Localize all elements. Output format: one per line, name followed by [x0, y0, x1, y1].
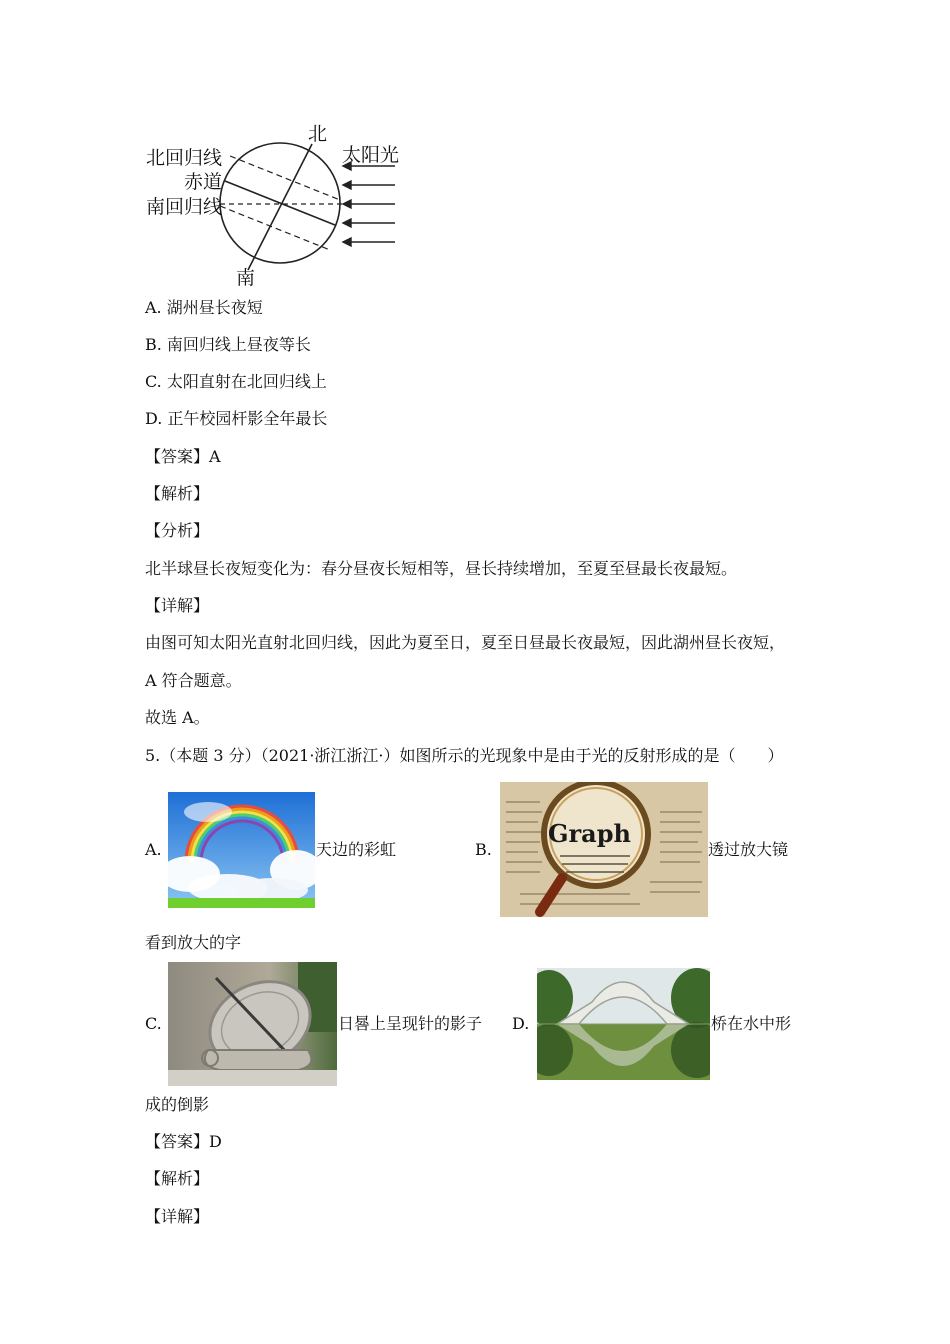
q4-conclusion: 故选 A。 — [145, 708, 210, 727]
equator-label: 赤道 — [184, 171, 223, 193]
q5-option-c-label: C. — [145, 1014, 162, 1033]
q5-option-a-label: A. — [145, 840, 162, 859]
sunlight-label: 太阳光 — [342, 144, 400, 166]
south-label: 南 — [236, 267, 256, 288]
q4-option-d: D. 正午校园杆影全年最长 — [145, 409, 328, 428]
q5-stem: 5.（本题 3 分）（2021·浙江浙江·）如图所示的光现象中是由于光的反射形成的是（ ） — [145, 746, 784, 765]
q4-fenxi-text: 北半球昼长夜短变化为：春分昼夜长短相等，昼长持续增加，至夏至昼最长夜最短。 — [145, 559, 738, 578]
q5-option-a-text: 天边的彩虹 — [316, 840, 397, 859]
q5-analysis-heading: 【解析】 — [145, 1169, 210, 1188]
q5-option-d-continuation: 成的倒影 — [145, 1095, 210, 1114]
magnifier-image — [500, 782, 708, 917]
equator-line — [225, 181, 335, 225]
q5-answer: 【答案】D — [145, 1132, 222, 1151]
tropic-capricorn-label: 南回归线 — [146, 196, 223, 218]
q5-option-c-text: 日晷上呈现针的影子 — [338, 1014, 483, 1033]
sunlight-arrows — [343, 162, 395, 246]
bridge-reflection-image — [537, 968, 710, 1080]
earth-sunlight-diagram — [140, 118, 410, 288]
q4-detail-line-2: A 符合题意。 — [145, 671, 242, 690]
earth-axis — [248, 144, 312, 270]
q5-option-d-label: D. — [512, 1014, 530, 1033]
q4-analysis-heading: 【解析】 — [145, 484, 210, 503]
q5-option-b-text: 透过放大镜 — [708, 840, 789, 859]
q4-detail-line-1: 由图可知太阳光直射北回归线，因此为夏至日，夏至日昼最长夜最短，因此湖州昼长夜短， — [145, 633, 786, 652]
q5-option-d-text: 桥在水中形 — [711, 1014, 792, 1033]
q5-detail-heading: 【详解】 — [145, 1207, 210, 1226]
q4-answer: 【答案】A — [145, 447, 221, 466]
sundial-image — [168, 962, 337, 1086]
q4-option-a: A. 湖州昼长夜短 — [145, 298, 263, 317]
q4-option-b: B. 南回归线上昼夜等长 — [145, 335, 311, 354]
q4-fenxi-heading: 【分析】 — [145, 521, 210, 540]
q5-option-b-label: B. — [475, 840, 492, 859]
tropic-cancer-label: 北回归线 — [146, 147, 223, 169]
q5-option-b-continuation: 看到放大的字 — [145, 933, 242, 952]
magnified-word: Graph — [548, 819, 631, 848]
rainbow-image — [168, 792, 315, 908]
q4-option-c: C. 太阳直射在北回归线上 — [145, 372, 327, 391]
q4-detail-heading: 【详解】 — [145, 596, 210, 615]
north-label: 北 — [308, 123, 328, 145]
